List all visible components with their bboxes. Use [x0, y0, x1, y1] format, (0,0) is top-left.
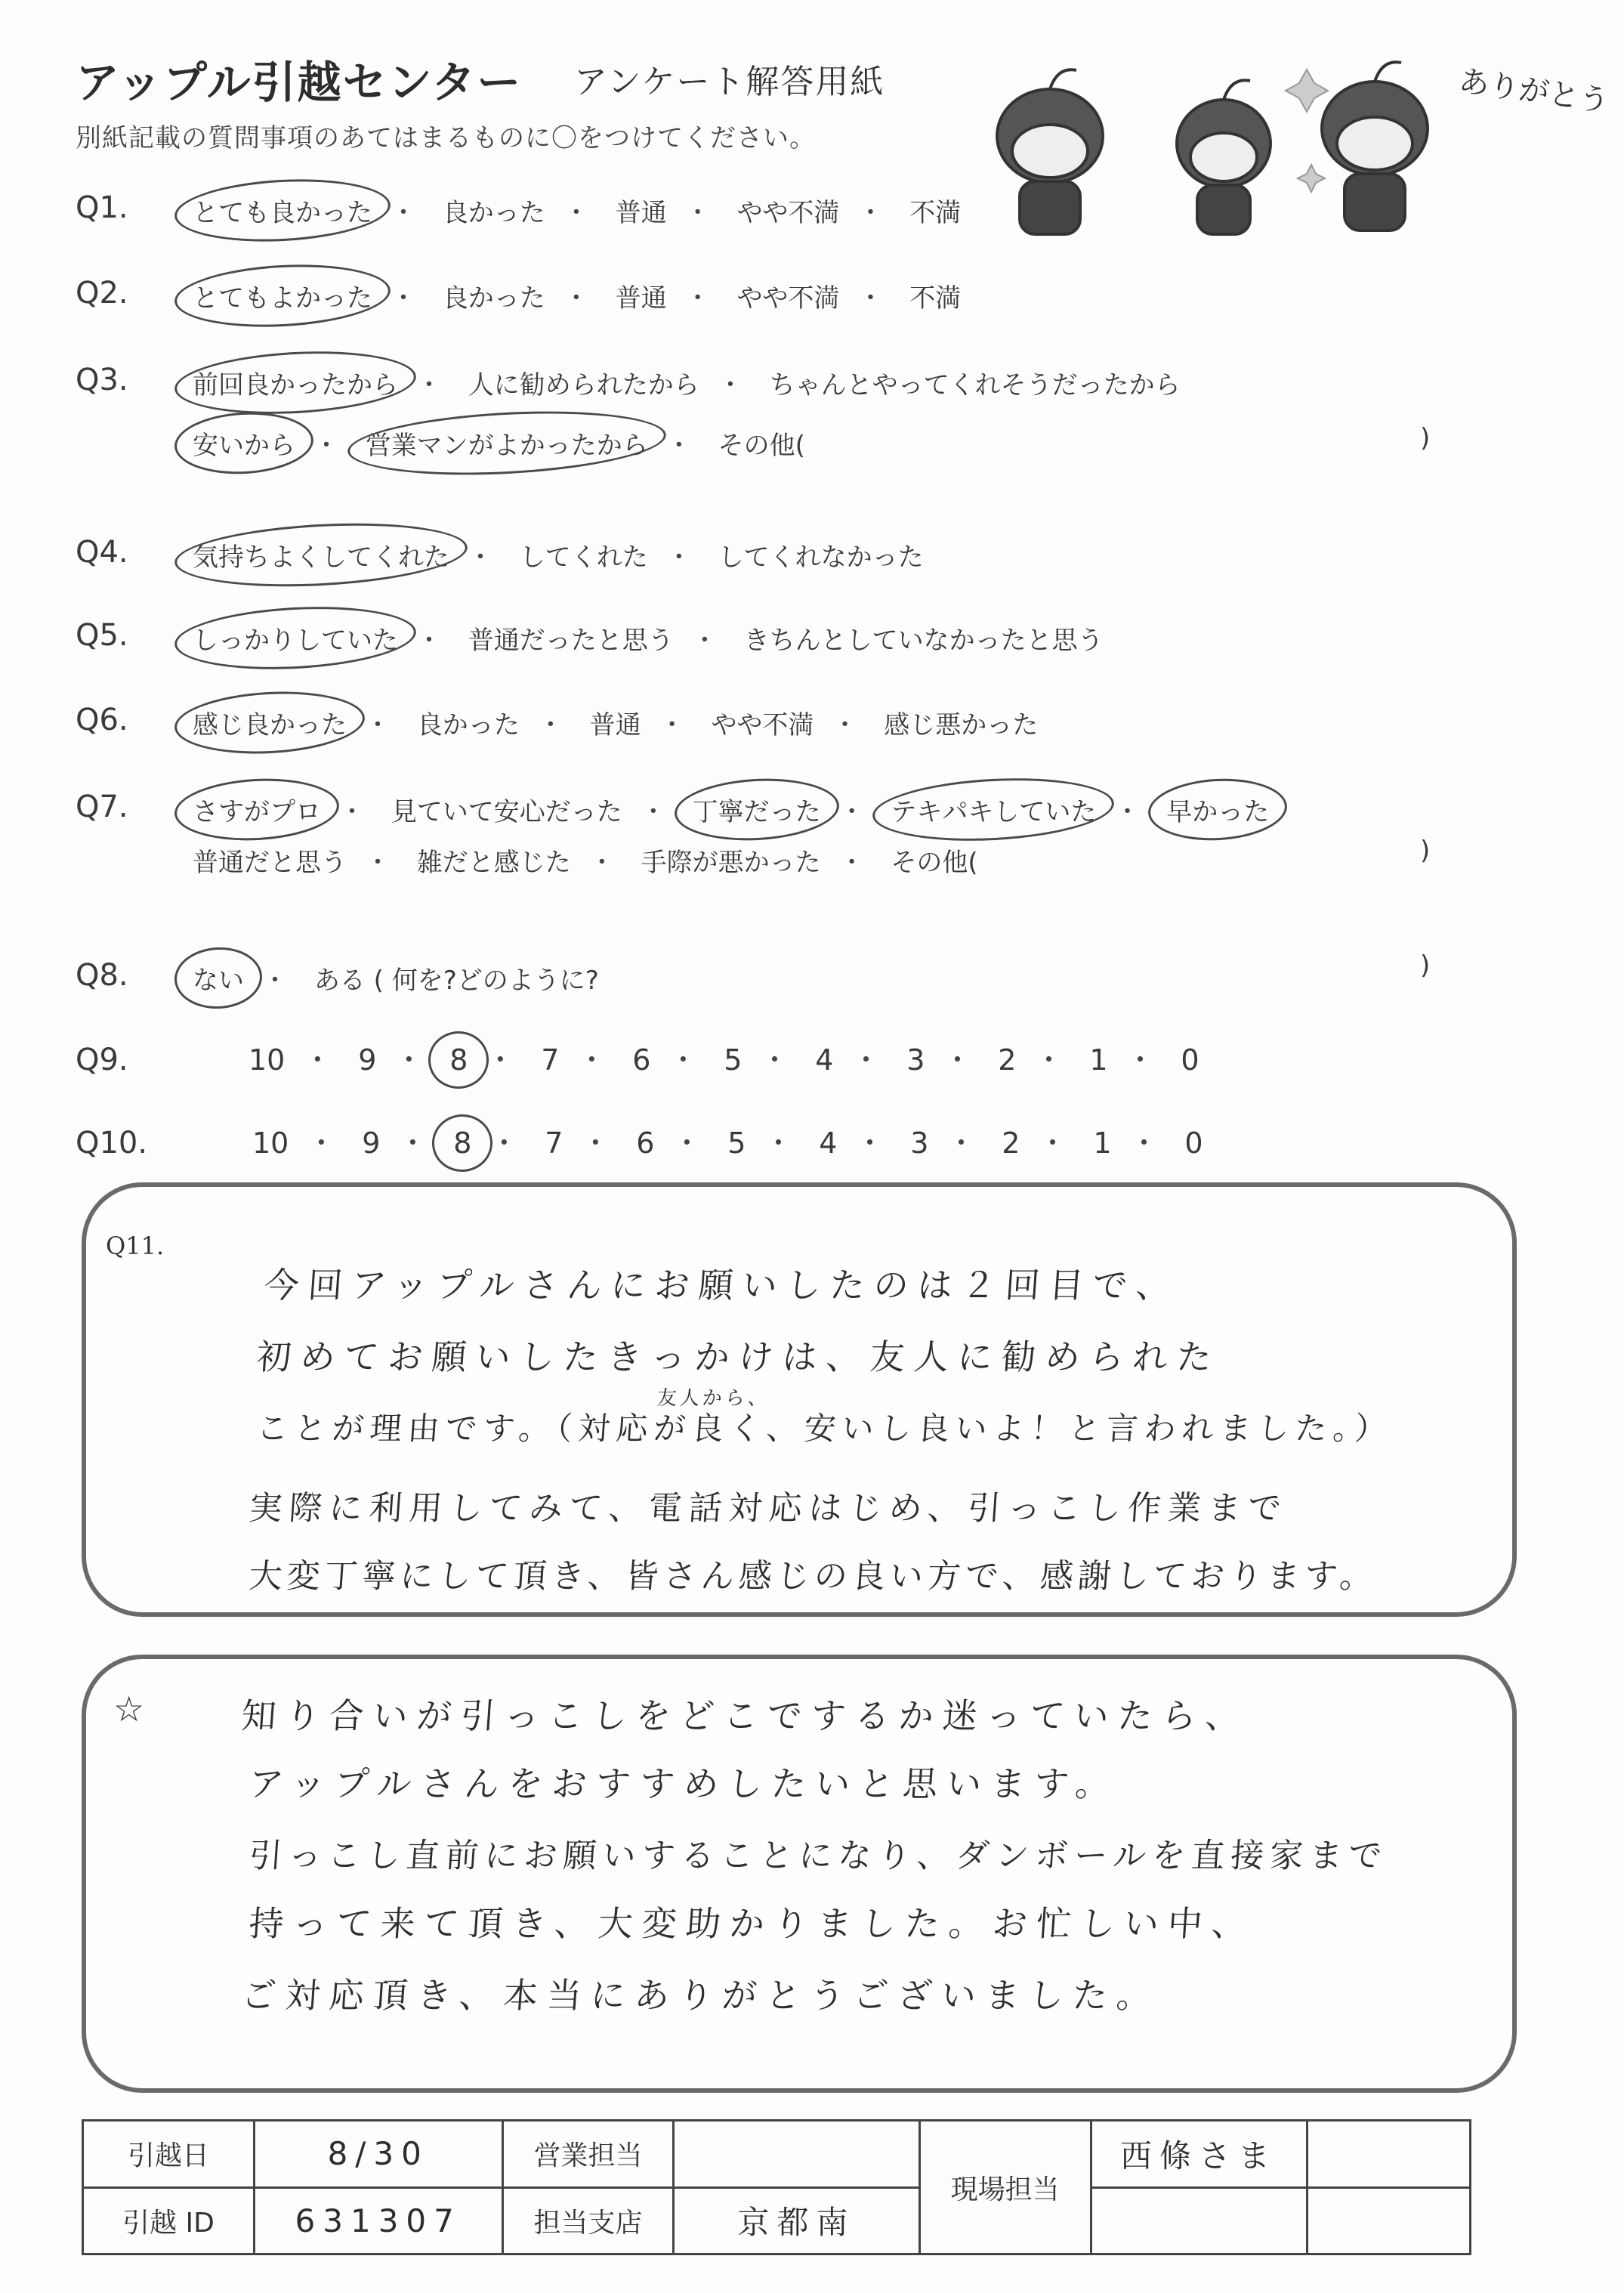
branch-value[interactable]: 京都南: [674, 2187, 919, 2254]
q10-scale: 10 ・ 9 ・ 8 ・ 7 ・ 6 ・ 5 ・ 4 ・ 3 ・ 2 ・ 1 ・ 0: [242, 1120, 1214, 1163]
q6-option[interactable]: やや不満: [711, 710, 814, 740]
q9-score[interactable]: 3: [906, 1043, 925, 1077]
q1-option[interactable]: 良かった: [442, 198, 545, 228]
comment-line: 知り合いが引っこしをどこでするか迷っていたら、: [239, 1695, 1251, 1736]
q4-option[interactable]: してくれた: [519, 542, 648, 573]
mascot-text: ありがとう: [1456, 63, 1612, 119]
move-date-value[interactable]: 8/30: [254, 2121, 502, 2188]
q2-option-selected[interactable]: とてもよかった: [185, 274, 380, 317]
q4-options: 気持ちよくしてくれた ・ してくれた ・ してくれなかった: [185, 533, 931, 576]
q3-options-row1: 前回良かったから ・ 人に勧められたから ・ ちゃんとやってくれそうだったから: [185, 361, 1188, 404]
form-title: アップル引越センター: [76, 57, 523, 108]
q8-paren-close: ): [1420, 950, 1431, 981]
q6-option-selected[interactable]: 感じ良かった: [185, 701, 354, 744]
q3-paren-close: ): [1420, 423, 1431, 453]
q11-annotation: 友人から、: [656, 1387, 771, 1410]
q11-line: 初めてお願いしたきっかけは、友人に勧められた: [255, 1337, 1222, 1377]
q6-option[interactable]: 感じ悪かった: [884, 710, 1039, 740]
q9-score[interactable]: 5: [724, 1043, 743, 1077]
q7-label: Q7.: [76, 790, 128, 824]
q9-score[interactable]: 1: [1089, 1043, 1108, 1077]
q10-score[interactable]: 2: [1002, 1126, 1020, 1160]
q10-score[interactable]: 5: [727, 1126, 746, 1160]
q9-score[interactable]: 7: [541, 1043, 560, 1077]
q10-score[interactable]: 7: [545, 1126, 563, 1160]
q8-label: Q8.: [76, 958, 128, 993]
q10-score[interactable]: 9: [362, 1126, 381, 1160]
q3-option-selected[interactable]: 営業マンがよかったから: [358, 422, 656, 465]
form-subtitle: アンケート解答用紙: [574, 63, 885, 101]
q7-option[interactable]: 見ていて安心だった: [391, 797, 622, 827]
q7-options-row1: さすがプロ ・ 見ていて安心だった ・ 丁寧だった ・ テキパキしていた ・ 早かった: [185, 788, 1277, 831]
q2-option[interactable]: 普通: [615, 283, 667, 314]
q9-scale: 10 ・ 9 ・ 8 ・ 7 ・ 6 ・ 5 ・ 4 ・ 3 ・ 2 ・ 1 ・ 0: [238, 1037, 1210, 1080]
q8-option-selected[interactable]: ない: [185, 956, 252, 1000]
q9-label: Q9.: [76, 1043, 128, 1077]
q10-score[interactable]: 1: [1093, 1126, 1112, 1160]
q7-option[interactable]: 雑だと感じた: [416, 848, 571, 878]
q11-line: 今回アップルさんにお願いしたのは２回目で、: [262, 1265, 1181, 1306]
site-extra-cell[interactable]: [1307, 2121, 1470, 2188]
q11-line: 大変丁寧にして頂き、皆さん感じの良い方で、感謝しております。: [247, 1557, 1379, 1596]
q9-score[interactable]: 10: [249, 1043, 286, 1077]
q10-score[interactable]: 10: [252, 1126, 289, 1160]
move-date-label: 引越日: [83, 2121, 255, 2188]
q1-option[interactable]: 普通: [615, 198, 667, 228]
branch-label: 担当支店: [502, 2187, 674, 2254]
q7-option-selected[interactable]: 丁寧だった: [685, 788, 829, 831]
move-id-label: 引越 ID: [83, 2187, 255, 2254]
q7-option[interactable]: 普通だと思う: [193, 848, 347, 878]
q4-option[interactable]: してくれなかった: [718, 542, 924, 573]
q8-option[interactable]: ある ( 何を?どのように?: [313, 966, 599, 996]
q2-option[interactable]: 不満: [909, 283, 962, 314]
q5-option[interactable]: きちんとしていなかったと思う: [743, 626, 1104, 656]
q5-label: Q5.: [76, 618, 128, 653]
sales-value[interactable]: [674, 2121, 919, 2188]
q7-option-selected[interactable]: 早かった: [1159, 788, 1277, 831]
q10-score-selected[interactable]: 8: [443, 1123, 482, 1163]
q9-score[interactable]: 9: [358, 1043, 377, 1077]
instructions: 別紙記載の質問事項のあてはまるものに〇をつけてください。: [76, 123, 816, 153]
q7-paren-close: ): [1420, 836, 1431, 866]
q6-option[interactable]: 普通: [589, 710, 641, 740]
q9-score[interactable]: 4: [815, 1043, 834, 1077]
q10-score[interactable]: 4: [819, 1126, 838, 1160]
comment-line: アップルさんをおすすめしたいと思います。: [247, 1763, 1121, 1804]
q2-options: とてもよかった ・ 良かった ・ 普通 ・ やや不満 ・ 不満: [185, 274, 968, 317]
q10-score[interactable]: 0: [1184, 1126, 1203, 1160]
q9-score[interactable]: 0: [1181, 1043, 1199, 1077]
q2-label: Q2.: [76, 276, 128, 311]
q11-label: Q11.: [106, 1231, 165, 1260]
q2-option[interactable]: 良かった: [442, 283, 545, 314]
q9-score[interactable]: 2: [998, 1043, 1017, 1077]
q1-option[interactable]: やや不満: [736, 198, 840, 228]
q5-option-selected[interactable]: しっかりしていた: [185, 617, 406, 660]
move-id-value[interactable]: 631307: [254, 2187, 502, 2254]
q7-option-other[interactable]: その他(: [891, 848, 978, 878]
q7-option[interactable]: 手際が悪かった: [641, 848, 821, 878]
q10-score[interactable]: 3: [910, 1126, 929, 1160]
comment-line: ご対応頂き、本当にありがとうございました。: [239, 1975, 1162, 2016]
site-extra-cell-2[interactable]: [1307, 2187, 1470, 2254]
q1-label: Q1.: [76, 190, 128, 225]
sales-label: 営業担当: [502, 2121, 674, 2188]
site-value[interactable]: 西條さま: [1091, 2121, 1307, 2188]
star-icon: ☆: [113, 1689, 145, 1729]
q11-line: ことが理由です。（対応が良く、安いし良いよ！と言われました。）: [255, 1410, 1394, 1447]
q9-score[interactable]: 6: [632, 1043, 651, 1077]
mascot-illustration: [967, 38, 1612, 249]
q3-label: Q3.: [76, 363, 128, 397]
q5-options: しっかりしていた ・ 普通だったと思う ・ きちんとしていなかったと思う: [185, 617, 1111, 660]
q7-option-selected[interactable]: さすがプロ: [185, 788, 329, 831]
info-table: [82, 2119, 1471, 2255]
q3-option[interactable]: 人に勧められたから: [468, 370, 699, 400]
q6-label: Q6.: [76, 703, 128, 737]
q8-options: ない ・ ある ( 何を?どのように?: [185, 956, 607, 1000]
q6-options: 感じ良かった ・ 良かった ・ 普通 ・ やや不満 ・ 感じ悪かった: [185, 701, 1045, 744]
q3-options-row2: 安いから ・ 営業マンがよかったから ・ その他(: [185, 422, 813, 465]
q5-option[interactable]: 普通だったと思う: [468, 626, 674, 656]
comment-line: 持って来て頂き、大変助かりました。お忙しい中、: [247, 1903, 1257, 1944]
q1-options: とても良かった ・ 良かった ・ 普通 ・ やや不満 ・ 不満: [185, 189, 968, 232]
q10-score[interactable]: 6: [636, 1126, 655, 1160]
q3-option-other[interactable]: その他(: [718, 431, 805, 461]
q6-option[interactable]: 良かった: [416, 710, 520, 740]
site-value-2[interactable]: [1091, 2187, 1307, 2254]
q7-options-row2: 普通だと思う ・ 雑だと感じた ・ 手際が悪かった ・ その他(: [185, 839, 986, 882]
q1-option-selected[interactable]: とても良かった: [185, 189, 380, 232]
comment-line: 引っこし直前にお願いすることになり、ダンボールを直接家まで: [247, 1837, 1390, 1875]
q4-option-selected[interactable]: 気持ちよくしてくれた: [185, 533, 457, 576]
q9-score-selected[interactable]: 8: [439, 1040, 478, 1080]
q3-option[interactable]: ちゃんとやってくれそうだったから: [769, 370, 1181, 400]
q10-label: Q10.: [76, 1126, 148, 1160]
q11-line: 実際に利用してみて、電話対応はじめ、引っこし作業まで: [247, 1489, 1289, 1528]
q3-option-selected[interactable]: 前回良かったから: [185, 361, 406, 404]
q3-option-selected[interactable]: 安いから: [185, 422, 303, 465]
q4-label: Q4.: [76, 535, 128, 570]
q2-option[interactable]: やや不満: [736, 283, 840, 314]
site-label: 現場担当: [919, 2121, 1091, 2254]
q7-option-selected[interactable]: テキパキしていた: [883, 788, 1104, 831]
q1-option[interactable]: 不満: [909, 198, 962, 228]
